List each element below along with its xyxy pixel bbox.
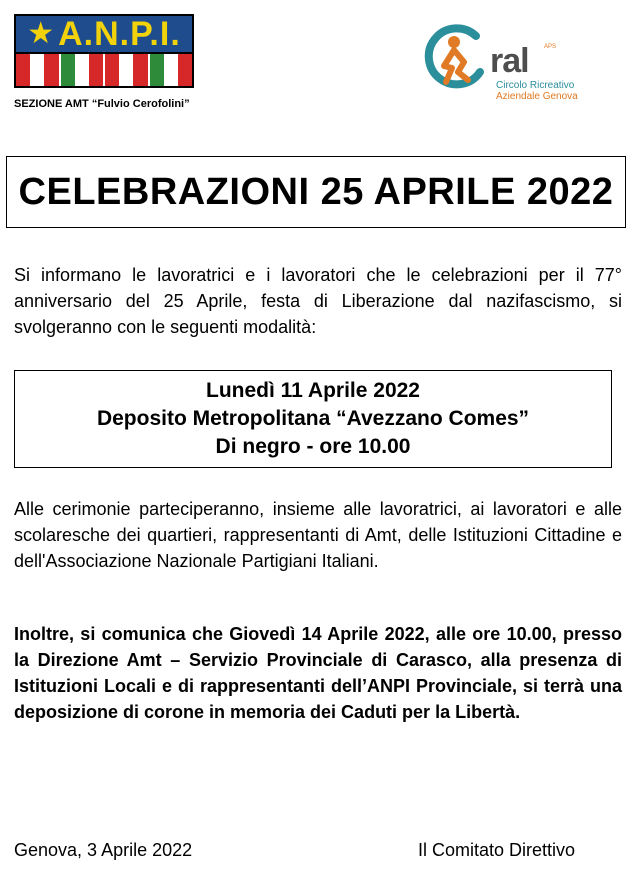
anpi-caption: SEZIONE AMT “Fulvio Cerofolini” <box>14 98 190 110</box>
cral-logo <box>424 22 584 108</box>
ceremony-paragraph: Alle cerimonie parteciperanno, insieme alle lavoratrici, ai lavoratori e alle scolaresche dei quartieri, rappresentanti di Amt, delle Istituzioni Cittadine e dell'Associazione Nazionale Partigiani Italiani. <box>14 499 622 571</box>
footer-place-date: Genova, 3 Aprile 2022 <box>14 840 193 860</box>
flag-icon <box>61 54 106 86</box>
event-box <box>14 370 612 468</box>
cral-emblem-icon <box>424 22 494 92</box>
cral-aps: APS <box>544 44 557 50</box>
footer-signature: Il Comitato Direttivo <box>418 840 576 860</box>
event-place: Deposito Metropolitana “Avezzano Comes” <box>96 407 530 430</box>
star-icon: ★ <box>27 17 55 50</box>
flag-icon <box>150 54 193 86</box>
anpi-logo <box>14 14 194 88</box>
anpi-logo-text: A.N.P.I. <box>58 15 181 53</box>
anpi-banner <box>14 14 194 54</box>
page-title: CELEBRAZIONI 25 APRILE 2022 <box>18 170 614 213</box>
cral-subtitle-line1: Circolo Ricreativo <box>496 80 575 91</box>
cral-subtitle-line2: Aziendale Genova <box>496 91 578 102</box>
intro-paragraph: Si informano le lavoratrici e i lavoratori che le celebrazioni per il 77° anniversario del 25 Aprile, festa di Liberazione dal nazifascismo, si svolgeranno con le seguenti modalità: <box>14 265 622 337</box>
event-date: Lunedì 11 Aprile 2022 <box>206 379 420 402</box>
flag-icon <box>105 54 150 86</box>
event-time: Di negro - ore 10.00 <box>215 435 411 458</box>
additional-paragraph: Inoltre, si comunica che Giovedì 14 Aprile 2022, alle ore 10.00, presso la Direzione Amt – Servizio Provinciale di Carasco, alla presenza di Istituzioni Locali e di rappresentanti dell’ANPI Provinciale, si terrà una deposizione di corone in memoria dei Caduti per la Libertà. <box>14 624 622 722</box>
cral-logo-word: ral <box>490 42 529 80</box>
flag-icon <box>16 54 61 86</box>
title-box <box>6 156 626 228</box>
italian-flags <box>14 54 194 88</box>
cral-subtitle <box>496 80 578 102</box>
